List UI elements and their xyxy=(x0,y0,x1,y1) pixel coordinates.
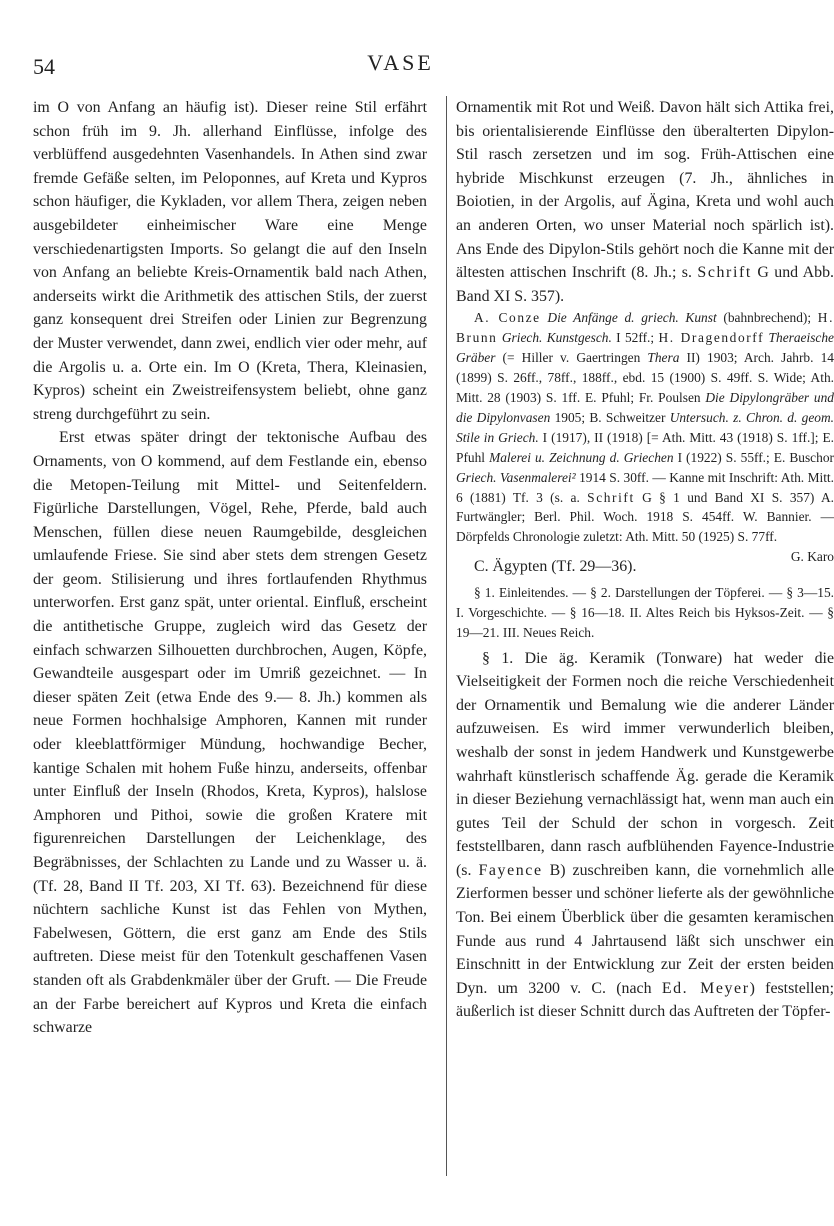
section-title: C. Ägypten (Tf. 29—36). xyxy=(474,558,637,576)
right-column xyxy=(456,96,834,1024)
left-paragraph-2: Erst etwas später dringt der tektonische Aufbau des Ornaments, von O kommend, auf dem Festlande ein, ebenso die Metopen-Teilung mit Mittel- und Seitenfeldern. Figürliche Darstellungen, Vögel, Rehe, Pferde, bald auch Menschen, füllen diese neuen Raumgebilde, desgleichen umlaufende Friese. Sie sind aber stets dem strengen Gesetz der geom. Stilisierung und ihres fortlaufenden Rhythmus unterworfen. Erst ganz spät, unter oriental. Einfluß, erscheint die antithetische Gruppe, zugleich wird das Gesetz der einfach schwarzen Silhouetten durchbrochen, Augen, Köpfe, Gewandteile ausgespart oder im Umriß gezeichnet. — In dieser späten Zeit (etwa Ende des 9.— 8. Jh.) kommen als neue Formen hochhalsige Amphoren, Kannen mit runder oder kleeblattförmiger Mündung, hochwandige Becher, kantige Schalen mit hohem Fuße hinzu, anderseits, offenbar unter Einfluß der Inseln (Rhodos, Kreta, Kypros), halslose Amphoren und Pithoi, sowie die großen Kratere mit figurenreichen Darstellungen der Leichenklage, des Begräbnisses, der Schlachten zu Lande und zu Wasser u. ä. (Tf. 28, Band II Tf. 203, XI Tf. 63). Bezeichnend für diese nüchtern sachliche Kunst ist das Fehlen von Mythen, Fabelwesen, Göttern, die erst ganz am Ende des Stils auftreten. Diese meist für den Totenkult geschaffenen Vasen standen oft als Grabdenkmäler über der Gruft. — Die Freude an der Farbe bereichert auf Kypros und Kreta die einfach schwarze xyxy=(33,429,427,1037)
section-contents xyxy=(456,583,834,643)
right-paragraph-2: § 1. Die äg. Keramik (Tonware) hat weder die Vielseitigkeit der Formen noch die reiche Verschiedenheit der Ornamentik und Bemalung wie die anderer Länder aufzuweisen. Es wird immer verwunderlich bleiben, weshalb der sonst in jedem Handwerk und Kunstgewerbe wahrhaft künstlerisch schaffende Äg. gerade die Keramik in dieser Beziehung vernachlässigt hat, wenn man auch ein gutes Teil der Schuld der schon in vorgesch. Zeit feststellbaren, dann rasch aufblühenden Fayence-Industrie (s. Fayence B) zuschreiben kann, die vornehmlich alle Zierformen besser und schöner lieferte als der gewöhnliche Ton. Bei einem Überblick über die gesamten keramischen Funde aus rund 4 Jahrtausend läßt sich unschwer ein Einschnitt in der Entwicklung zur Zeit der ersten beiden Dyn. um 3200 v. C. (nach Ed. Meyer) feststellen; äußerlich ist dieser Schnitt durch das Auftreten der Töpfer- xyxy=(456,649,834,1021)
contents-text: § 1. Einleitendes. — § 2. Darstellungen der Töpferei. — § 3—15. I. Vorgeschichte. — § 16—18. II. Altes Reich bis Hyksos-Zeit. — § 19—21. III. Neues Reich. xyxy=(456,584,834,640)
right-paragraph-1: Ornamentik mit Rot und Weiß. Davon hält sich Attika frei, bis orientalisierende Einflüsse den überalterten Dipylon-Stil rasch zersetzen und im sog. Früh-Attischen eine hybride Mischkunst erzeugen (7. Jh., ähnliches in Boiotien, in der Argolis, auf Ägina, Kreta und wohl auch an anderen Orten, wo unser Material noch spärlich ist). Ans Ende des Dipylon-Stils gehört noch die Kanne mit der ältesten attischen Inschrift (8. Jh.; s. Schrift G und Abb. Band XI S. 357). xyxy=(456,99,834,305)
left-paragraph-1: im O von Anfang an häufig ist). Dieser reine Stil erfährt schon früh im 9. Jh. allerhand Einflüsse, infolge des verblüffend ausgedehnten Vasenhandels. In Athen sind zwar fremde Gefäße selten, im Peloponnes, auf Kreta und Kypros schon häufiger, die Kykladen, vor allem Thera, zeigen neben ausgebildeter einheimischer Ware eine Menge verschiedenartigsten Imports. So gelangt die auf den Inseln von Anfang an beliebte Kreis-Ornamentik bald nach Athen, anderseits wirkt die Arithmetik des attischen Stils, der zuerst ganz konsequent drei Streifen oder Linien zur Begrenzung der Muster verwendet, dann zwei, endlich vier oder mehr, auf die Argolis u. a. Orte ein. Im O (Kreta, Thera, Kleinasien, Kypros) scheint ein Zweistreifensystem beliebt, ohne ganz streng durchgeführt zu sein. xyxy=(33,99,427,423)
column-divider xyxy=(446,96,447,1176)
bibliography-text: A. Conze Die Anfänge d. griech. Kunst (bahnbrechend); H. Brunn Griech. Kunstgesch. I 52ff.; H. Dragendorff Theraeische Gräber (= Hiller v. Gaertringen Thera II) 1903; Arch. Jahrb. 14 (1899) S. 26ff., 78ff., 188ff., ebd. 15 (1900) S. 49ff. S. Wide; Ath. Mitt. 28 (1903) S. 1ff. E. Pfuhl; Fr. Poulsen Die Dipylongräber und die Dipylonvasen 1905; B. Schweitzer Untersuch. z. Chron. d. geom. Stile in Griech. I (1917), II (1918) [= Ath. Mitt. 43 (1918) S. 1ff.]; E. Pfuhl Malerei u. Zeichnung d. Griechen I (1922) S. 55ff.; E. Buschor Griech. Vasenmalerei² 1914 S. 30ff. — Kanne mit Inschrift: Ath. Mitt. 6 (1881) Tf. 3 (s. a. Schrift G § 1 und Band XI S. 357) A. Furtwängler; Berl. Phil. Woch. 1918 S. 454ff. W. Bannier. — Dörpfelds Chronologie zuletzt: Ath. Mitt. 50 (1925) S. 77ff. G. Karo xyxy=(456,308,834,547)
page-header xyxy=(0,48,801,78)
page-number: 54 xyxy=(33,54,55,79)
author-signature: G. Karo xyxy=(790,549,834,565)
left-column xyxy=(33,96,427,1040)
bibliography xyxy=(456,308,834,565)
running-head: VASE xyxy=(367,50,434,75)
